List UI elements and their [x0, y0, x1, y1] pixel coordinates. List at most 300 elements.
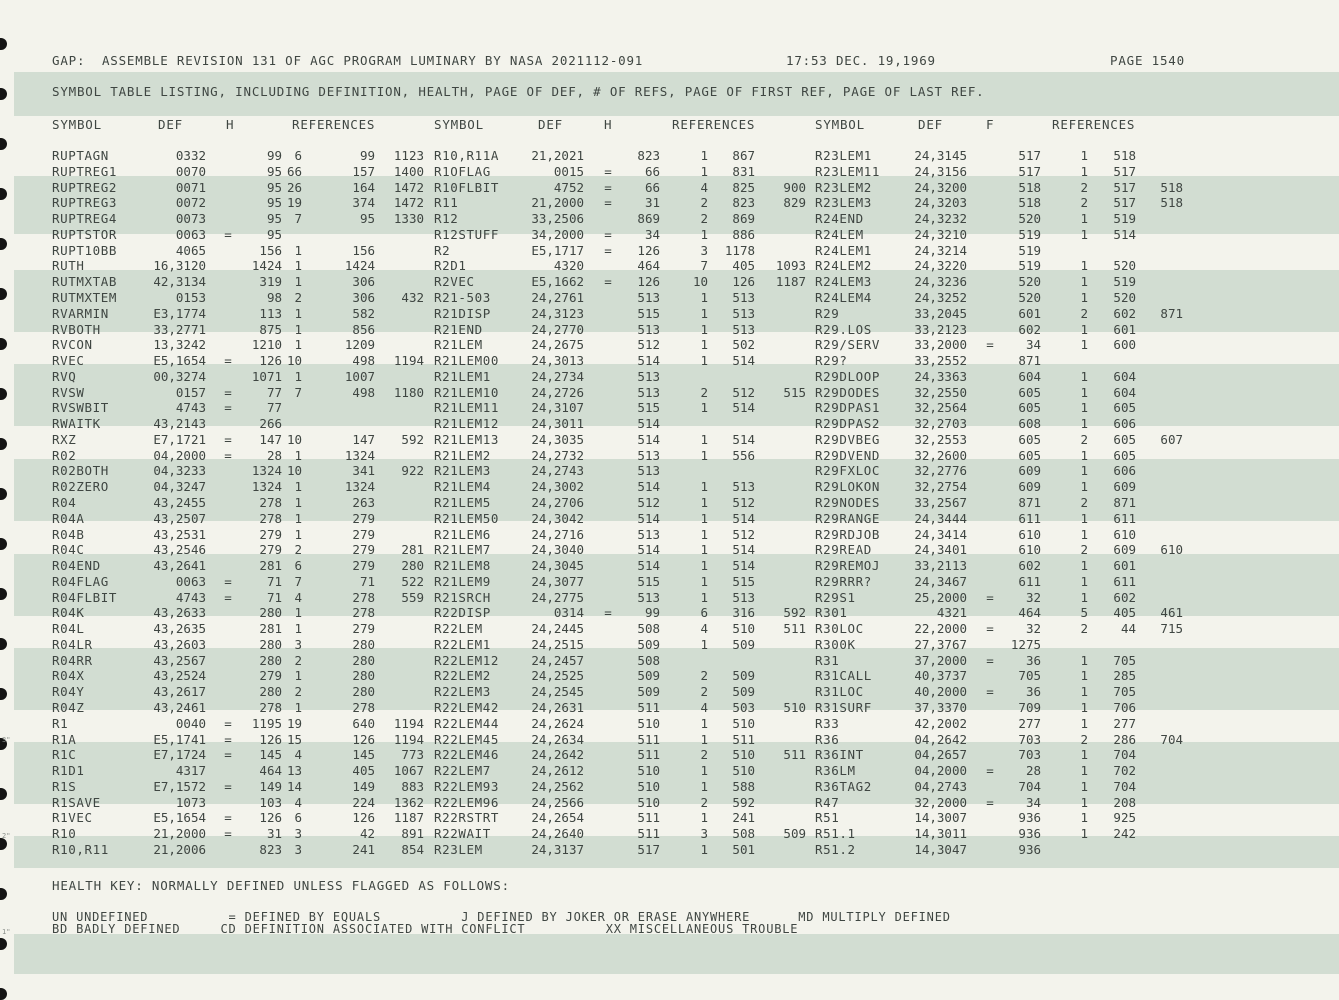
cell-refs: 2	[294, 542, 302, 558]
cell-count: 517	[1018, 163, 1041, 179]
cell-first: 705	[1113, 684, 1136, 700]
cell-first: 825	[732, 179, 755, 195]
feed-hole	[0, 88, 7, 100]
cell-def: 24,3232	[914, 211, 967, 227]
cell-symbol: R1D1	[52, 763, 85, 778]
cell-refs: 1	[1080, 163, 1088, 179]
table-row	[0, 685, 1339, 699]
cell-def: 33,2000	[914, 337, 967, 353]
cell-first: 1178	[724, 242, 755, 258]
cell-def: 24,2675	[531, 337, 584, 353]
cell-first: 95	[359, 211, 375, 227]
cell-symbol: R10,R11A	[434, 148, 500, 163]
cell-symbol: RUPTREG2	[52, 179, 118, 195]
cell-count: 278	[259, 699, 282, 715]
cell-first: 341	[352, 463, 375, 479]
cell-def: 22,2000	[914, 621, 967, 637]
cell-symbol: R21LEM1	[434, 368, 491, 384]
cell-def: 24,2642	[531, 747, 584, 763]
cell-count: 464	[637, 258, 660, 274]
cell-refs: 1	[294, 305, 302, 321]
cell-first: 610	[1113, 526, 1136, 542]
cell-def: E7,1721	[153, 431, 206, 447]
cell-first: 508	[732, 826, 755, 842]
feed-hole	[0, 988, 7, 1000]
cell-refs: 2	[294, 684, 302, 700]
cell-count: 511	[637, 810, 660, 826]
cell-count: 510	[637, 778, 660, 794]
cell-symbol: R24LEM4	[815, 289, 872, 305]
cell-def: 0332	[175, 148, 206, 163]
cell-first: 556	[732, 447, 755, 463]
cell-health: =	[604, 226, 612, 242]
cell-refs: 1	[700, 841, 708, 857]
cell-symbol: R21LEM8	[434, 558, 491, 573]
cell-first: 519	[1113, 211, 1136, 227]
cell-count: 103	[259, 794, 282, 810]
cell-refs: 1	[294, 494, 302, 510]
cell-symbol: R10FLBIT	[434, 179, 500, 195]
cell-count: 520	[1018, 274, 1041, 290]
cell-symbol: R23LEM11	[815, 163, 881, 179]
cell-def: 24,3401	[914, 542, 967, 558]
cell-def: 0071	[175, 179, 206, 195]
cell-count: 1275	[1010, 636, 1041, 652]
cell-symbol: R22DISP	[434, 605, 491, 621]
cell-symbol: R21LEM2	[434, 447, 491, 463]
cell-count: 509	[637, 636, 660, 652]
cell-health: =	[604, 242, 612, 258]
table-row	[0, 717, 1339, 731]
cell-count: 34	[644, 226, 660, 242]
cell-first: 405	[1113, 605, 1136, 621]
cell-def: 24,2562	[531, 778, 584, 794]
cell-first: 279	[352, 621, 375, 637]
cell-first: 147	[352, 431, 375, 447]
health-key-line-1: UN UNDEFINED = DEFINED BY EQUALS J DEFINED BY JOKER OR ERASE ANYWHERE MD MULTIPLY DEFINED	[52, 910, 951, 924]
cell-symbol: R29DODES	[815, 384, 881, 400]
cell-symbol: R21LEM12	[434, 416, 500, 432]
cell-symbol: R04C	[52, 542, 85, 558]
cell-count: 31	[266, 826, 282, 842]
cell-symbol: R21LEM10	[434, 384, 500, 400]
cell-symbol: R21LEM00	[434, 353, 500, 368]
cell-def: 32,2776	[914, 463, 967, 479]
cell-def: 33,2123	[914, 321, 967, 337]
table-row	[0, 464, 1339, 478]
cell-def: E3,1774	[153, 305, 206, 321]
cell-def: 42,2002	[914, 715, 967, 731]
cell-count: 36	[1025, 652, 1041, 668]
cell-first: 1424	[344, 258, 375, 274]
table-row	[0, 480, 1339, 494]
cell-first: 405	[352, 763, 375, 778]
cell-count: 126	[637, 242, 660, 258]
cell-first: 704	[1113, 747, 1136, 763]
cell-count: 126	[259, 353, 282, 368]
cell-last: 281	[401, 542, 424, 558]
cell-count: 823	[637, 148, 660, 163]
cell-first: 601	[1113, 558, 1136, 573]
cell-first: 145	[352, 747, 375, 763]
table-row	[0, 780, 1339, 794]
cell-last: 900	[783, 179, 806, 195]
cell-count: 66	[644, 179, 660, 195]
cell-health: =	[986, 763, 994, 778]
cell-symbol: R1S	[52, 778, 77, 794]
cell-count: 280	[259, 684, 282, 700]
cell-def: 24,3414	[914, 526, 967, 542]
cell-def: 4743	[175, 400, 206, 416]
cell-health: =	[224, 573, 232, 589]
health-key-title: HEALTH KEY: NORMALLY DEFINED UNLESS FLAGGED AS FOLLOWS:	[52, 878, 510, 893]
cell-refs: 1	[700, 479, 708, 495]
cell-first: 224	[352, 794, 375, 810]
cell-symbol: R22LEM2	[434, 668, 491, 684]
cell-symbol: R22RSTRT	[434, 810, 500, 826]
cell-health: =	[604, 274, 612, 290]
cell-count: 514	[637, 542, 660, 558]
cell-first: 520	[1113, 258, 1136, 274]
cell-def: 16,3120	[153, 258, 206, 274]
cell-symbol: RVCON	[52, 337, 93, 353]
cell-last: 510	[783, 699, 806, 715]
cell-def: 21,2021	[531, 148, 584, 163]
cell-symbol: R29RANGE	[815, 510, 881, 526]
cell-symbol: R04X	[52, 668, 85, 684]
cell-health: =	[224, 731, 232, 747]
cell-def: 24,3123	[531, 305, 584, 321]
cell-first: 604	[1113, 384, 1136, 400]
cell-count: 520	[1018, 211, 1041, 227]
cell-first: 514	[732, 510, 755, 526]
cell-refs: 1	[700, 148, 708, 163]
cell-def: 32,2754	[914, 479, 967, 495]
cell-refs: 1	[1080, 368, 1088, 384]
cell-count: 280	[259, 652, 282, 668]
cell-symbol: R21LEM4	[434, 479, 491, 495]
cell-refs: 19	[286, 715, 302, 731]
cell-def: 32,2600	[914, 447, 967, 463]
cell-first: 886	[732, 226, 755, 242]
cell-last: 559	[401, 589, 424, 605]
cell-def: 24,2761	[531, 289, 584, 305]
cell-def: E5,1741	[153, 731, 206, 747]
cell-symbol: RUTMXTAB	[52, 274, 118, 290]
cell-symbol: R21LEM	[434, 337, 483, 353]
cell-refs: 1	[700, 731, 708, 747]
cell-count: 514	[637, 431, 660, 447]
cell-def: E5,1654	[153, 810, 206, 826]
cell-def: 25,2000	[914, 589, 967, 605]
cell-symbol: R12	[434, 211, 459, 227]
cell-def: 21,2000	[153, 826, 206, 842]
cell-last: 704	[1160, 731, 1183, 747]
cell-refs: 1	[700, 494, 708, 510]
table-row	[0, 622, 1339, 636]
cell-refs: 1	[294, 368, 302, 384]
cell-def: 21,2000	[531, 195, 584, 211]
cell-count: 95	[266, 163, 282, 179]
cell-symbol: R24LEM	[815, 226, 864, 242]
cell-symbol: R1C	[52, 747, 77, 763]
cell-symbol: R22LEM12	[434, 652, 500, 668]
cell-def: 0063	[175, 226, 206, 242]
table-row	[0, 338, 1339, 352]
cell-refs: 13	[286, 763, 302, 778]
cell-count: 602	[1018, 558, 1041, 573]
cell-last: 607	[1160, 431, 1183, 447]
cell-def: 24,2566	[531, 794, 584, 810]
col2-references-header: REFERENCES	[672, 117, 756, 132]
table-row	[0, 669, 1339, 683]
cell-first: 514	[732, 431, 755, 447]
cell-count: 278	[259, 510, 282, 526]
cell-symbol: R51	[815, 810, 840, 826]
cell-symbol: R04FLBIT	[52, 589, 118, 605]
cell-first: 510	[732, 747, 755, 763]
cell-first: 702	[1113, 763, 1136, 778]
cell-refs: 2	[1080, 542, 1088, 558]
cell-last: 1067	[393, 763, 424, 778]
col1-references-header: REFERENCES	[292, 117, 376, 132]
table-row	[0, 654, 1339, 668]
cell-refs: 1	[294, 510, 302, 526]
cell-symbol: RUPTREG3	[52, 195, 118, 211]
cell-refs: 1	[1080, 715, 1088, 731]
cell-count: 34	[1025, 794, 1041, 810]
cell-refs: 6	[294, 558, 302, 573]
cell-last: 592	[783, 605, 806, 621]
cell-last: 922	[401, 463, 424, 479]
cell-refs: 2	[294, 289, 302, 305]
table-row	[0, 244, 1339, 258]
cell-refs: 2	[700, 747, 708, 763]
cell-def: 43,2635	[153, 621, 206, 637]
cell-health: =	[986, 621, 994, 637]
cell-first: 510	[732, 763, 755, 778]
cell-refs: 7	[700, 258, 708, 274]
cell-symbol: R04B	[52, 526, 85, 542]
cell-first: 280	[352, 652, 375, 668]
cell-symbol: R36INT	[815, 747, 864, 763]
cell-def: 24,3011	[531, 416, 584, 432]
cell-count: 515	[637, 573, 660, 589]
cell-first: 503	[732, 699, 755, 715]
cell-refs: 1	[1080, 211, 1088, 227]
cell-count: 871	[1018, 353, 1041, 368]
cell-count: 511	[637, 747, 660, 763]
cell-refs: 5	[1080, 605, 1088, 621]
cell-count: 936	[1018, 810, 1041, 826]
cell-last: 1180	[393, 384, 424, 400]
cell-refs: 4	[294, 589, 302, 605]
cell-first: 582	[352, 305, 375, 321]
cell-first: 513	[732, 289, 755, 305]
cell-first: 605	[1113, 447, 1136, 463]
cell-symbol: R04LR	[52, 636, 93, 652]
cell-refs: 1	[1080, 400, 1088, 416]
cell-last: 515	[783, 384, 806, 400]
cell-first: 513	[732, 479, 755, 495]
cell-symbol: R24LEM2	[815, 258, 872, 274]
cell-refs: 1	[1080, 510, 1088, 526]
cell-def: 24,2640	[531, 826, 584, 842]
cell-first: 278	[352, 605, 375, 621]
cell-symbol: R36	[815, 731, 840, 747]
cell-symbol: R29RRR?	[815, 573, 872, 589]
cell-symbol: R36LM	[815, 763, 856, 778]
cell-def: E7,1724	[153, 747, 206, 763]
cell-def: 43,2617	[153, 684, 206, 700]
cell-symbol: R04RR	[52, 652, 93, 668]
col1-def-header: DEF	[158, 117, 183, 132]
cell-health: =	[224, 447, 232, 463]
cell-first: 514	[732, 400, 755, 416]
cell-def: 24,2624	[531, 715, 584, 731]
cell-symbol: R21LEM13	[434, 431, 500, 447]
cell-refs: 1	[700, 542, 708, 558]
cell-def: 4743	[175, 589, 206, 605]
cell-count: 518	[1018, 195, 1041, 211]
cell-first: 640	[352, 715, 375, 731]
cell-symbol: R31	[815, 652, 840, 668]
cell-count: 518	[1018, 179, 1041, 195]
edge-mark: 3"	[2, 736, 11, 744]
cell-def: 24,3002	[531, 479, 584, 495]
cell-refs: 1	[700, 510, 708, 526]
cell-def: 24,3252	[914, 289, 967, 305]
cell-last: 518	[1160, 195, 1183, 211]
cell-first: 517	[1113, 195, 1136, 211]
cell-symbol: R51.2	[815, 841, 856, 857]
cell-count: 36	[1025, 684, 1041, 700]
cell-refs: 1	[1080, 463, 1088, 479]
page-number: PAGE 1540	[1110, 53, 1185, 68]
cell-first: 602	[1113, 305, 1136, 321]
cell-def: 24,3045	[531, 558, 584, 573]
cell-def: 24,3077	[531, 573, 584, 589]
cell-def: 4065	[175, 242, 206, 258]
table-row	[0, 196, 1339, 210]
cell-count: 608	[1018, 416, 1041, 432]
cell-symbol: R21END	[434, 321, 483, 337]
table-row	[0, 323, 1339, 337]
cell-symbol: R02	[52, 447, 77, 463]
health-key-line-2: BD BADLY DEFINED CD DEFINITION ASSOCIATED WITH CONFLICT XX MISCELLANEOUS TROUBLE	[52, 922, 799, 936]
cell-first: 316	[732, 605, 755, 621]
cell-symbol: R51.1	[815, 826, 856, 842]
cell-refs: 1	[1080, 226, 1088, 242]
cell-count: 509	[637, 684, 660, 700]
cell-symbol: R23LEM3	[815, 195, 872, 211]
cell-refs: 19	[286, 195, 302, 211]
cell-count: 513	[637, 384, 660, 400]
cell-count: 266	[259, 416, 282, 432]
table-row	[0, 401, 1339, 415]
cell-refs: 1	[1080, 573, 1088, 589]
cell-count: 277	[1018, 715, 1041, 731]
cell-def: 24,2770	[531, 321, 584, 337]
cell-last: 280	[401, 558, 424, 573]
cell-count: 605	[1018, 447, 1041, 463]
cell-def: 0072	[175, 195, 206, 211]
cell-count: 609	[1018, 479, 1041, 495]
cell-count: 512	[637, 337, 660, 353]
cell-count: 1324	[251, 479, 282, 495]
cell-symbol: RXZ	[52, 431, 77, 447]
cell-symbol: R33	[815, 715, 840, 731]
col2-health-header: H	[604, 117, 613, 132]
cell-count: 513	[637, 589, 660, 605]
cell-count: 610	[1018, 526, 1041, 542]
cell-count: 936	[1018, 826, 1041, 842]
cell-refs: 4	[294, 747, 302, 763]
cell-refs: 1	[294, 621, 302, 637]
cell-refs: 1	[700, 353, 708, 368]
cell-health: =	[604, 605, 612, 621]
cell-def: 24,2775	[531, 589, 584, 605]
cell-refs: 3	[700, 242, 708, 258]
table-row	[0, 733, 1339, 747]
cell-refs: 1	[700, 573, 708, 589]
table-row	[0, 165, 1339, 179]
cell-last: 1194	[393, 715, 424, 731]
cell-refs: 1	[700, 163, 708, 179]
cell-count: 520	[1018, 289, 1041, 305]
cell-count: 113	[259, 305, 282, 321]
cell-symbol: R1	[52, 715, 69, 731]
cell-first: 510	[732, 621, 755, 637]
cell-first: 241	[352, 841, 375, 857]
cell-count: 703	[1018, 731, 1041, 747]
cell-def: 0314	[553, 605, 584, 621]
cell-count: 509	[637, 668, 660, 684]
cell-first: 609	[1113, 479, 1136, 495]
cell-first: 279	[352, 542, 375, 558]
cell-first: 592	[732, 794, 755, 810]
cell-symbol: RVSW	[52, 384, 85, 400]
cell-first: 285	[1113, 668, 1136, 684]
cell-refs: 1	[1080, 289, 1088, 305]
cell-refs: 1	[1080, 826, 1088, 842]
cell-count: 705	[1018, 668, 1041, 684]
cell-refs: 14	[286, 778, 302, 794]
cell-count: 156	[259, 242, 282, 258]
cell-refs: 1	[294, 447, 302, 463]
cell-first: 512	[732, 384, 755, 400]
cell-count: 95	[266, 179, 282, 195]
cell-count: 281	[259, 621, 282, 637]
table-row	[0, 386, 1339, 400]
cell-symbol: R21LEM11	[434, 400, 500, 416]
table-row	[0, 748, 1339, 762]
cell-def: 1073	[175, 794, 206, 810]
cell-symbol: R21DISP	[434, 305, 491, 321]
cell-def: E5,1717	[531, 242, 584, 258]
cell-count: 66	[644, 163, 660, 179]
cell-def: 24,3444	[914, 510, 967, 526]
cell-first: 149	[352, 778, 375, 794]
cell-refs: 2	[1080, 179, 1088, 195]
cell-refs: 1	[1080, 384, 1088, 400]
cell-first: 208	[1113, 794, 1136, 810]
cell-refs: 3	[294, 826, 302, 842]
cell-count: 513	[637, 463, 660, 479]
cell-def: 24,2445	[531, 621, 584, 637]
cell-count: 1071	[251, 368, 282, 384]
cell-def: 14,3007	[914, 810, 967, 826]
